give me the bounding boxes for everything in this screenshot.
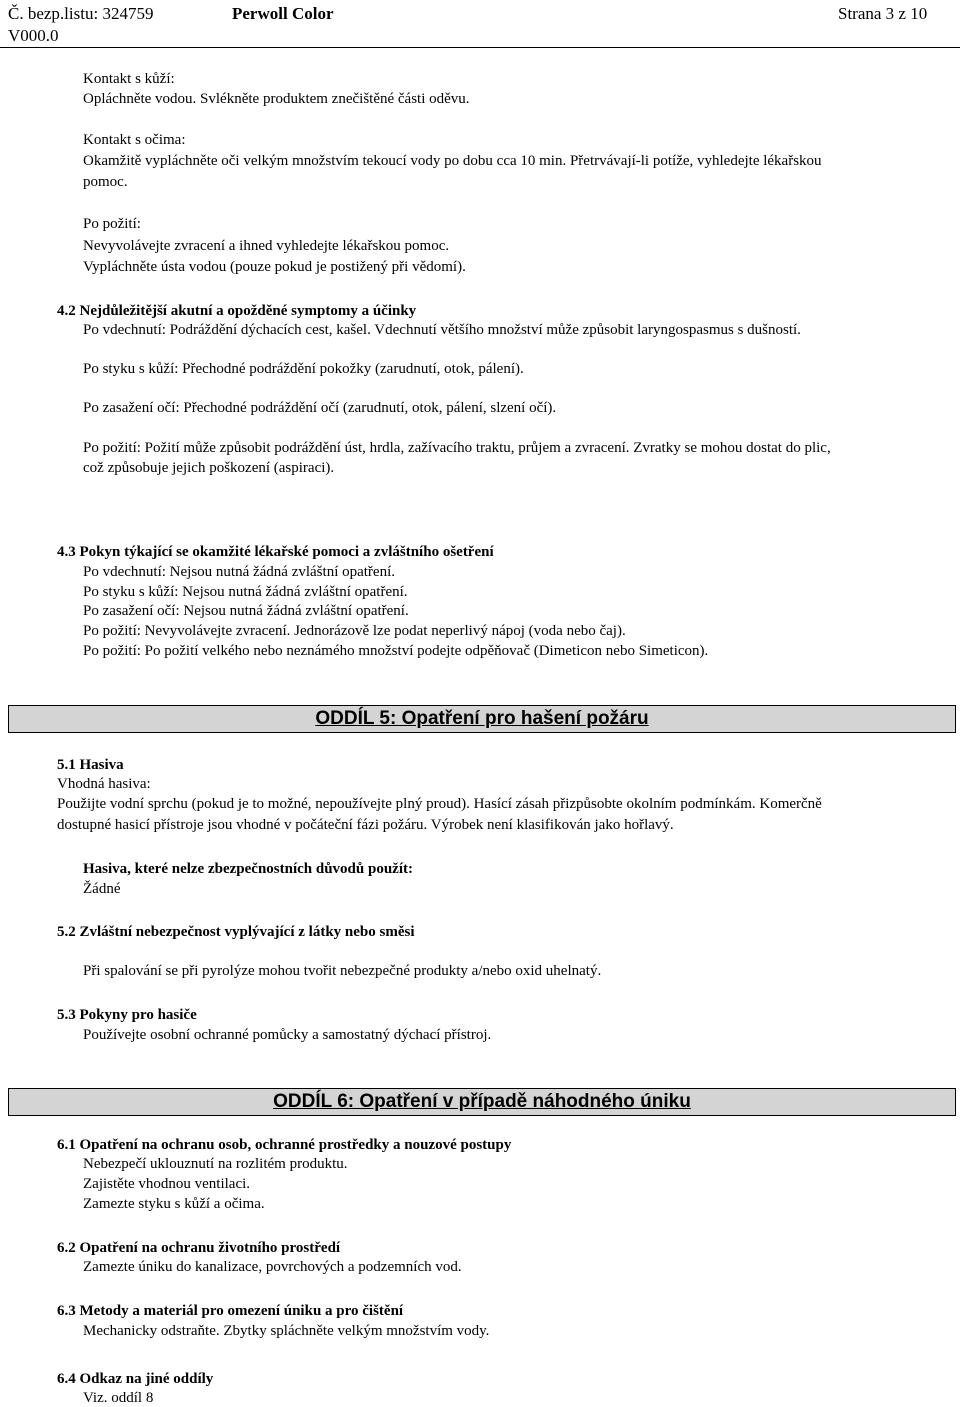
symptom-skin: Po styku s kůží: Přechodné podráždění pokožky (zarudnutí, otok, pálení). bbox=[83, 361, 524, 377]
ingestion-text: Nevyvolávejte zvracení a ihned vyhledejte lékařskou pomoc. bbox=[83, 238, 450, 254]
section-5-banner bbox=[8, 705, 956, 733]
product-name: Perwoll Color bbox=[232, 4, 334, 23]
suitable-media-text: Použijte vodní sprchu (pokud je to možné, nepoužívejte plný proud). Hasící zásah přizpůsobte okolním podmínkám. Komerčně bbox=[57, 796, 822, 812]
section-6-2-text: Zamezte úniku do kanalizace, povrchových a podzemních vod. bbox=[83, 1259, 462, 1275]
page-number: Strana 3 z 10 bbox=[838, 4, 928, 23]
section-6-3-text: Mechanicky odstraňte. Zbytky spláchněte velkým množstvím vody. bbox=[83, 1323, 490, 1339]
section-6-3-heading: 6.3 Metody a materiál pro omezení úniku a pro čištění bbox=[57, 1303, 404, 1319]
section-6-1-heading: 6.1 Opatření na ochranu osob, ochranné prostředky a nouzové postupy bbox=[57, 1137, 512, 1153]
section-5-3-text: Používejte osobní ochranné pomůcky a samostatný dýchací přístroj. bbox=[83, 1027, 492, 1043]
section-5-2-text: Při spalování se při pyrolýze mohou tvořit nebezpečné produkty a/nebo oxid uhelnatý. bbox=[83, 963, 602, 979]
version: V000.0 bbox=[8, 26, 59, 45]
section-4-2-heading: 4.2 Nejdůležitější akutní a opožděné symptomy a účinky bbox=[57, 303, 417, 319]
unsuitable-media-heading: Hasiva, které nelze zbezpečnostních důvodů použít: bbox=[83, 861, 413, 877]
suitable-media-label: Vhodná hasiva: bbox=[57, 776, 151, 792]
section-4-3-heading: 4.3 Pokyn týkající se okamžité lékařské pomoci a zvláštního ošetření bbox=[57, 544, 494, 560]
section-6-1-line-1: Nebezpečí uklouznutí na rozlitém produktu. bbox=[83, 1156, 348, 1172]
symptom-ingestion-cont: což způsobuje jejich poškození (aspiraci). bbox=[83, 460, 335, 476]
section-6-title: ODDÍL 6: Opatření v případě náhodného úniku bbox=[273, 1091, 691, 1112]
doc-number: Č. bezp.listu: 324759 bbox=[8, 4, 154, 23]
symptom-inhalation: Po vdechnutí: Podráždění dýchacích cest, kašel. Vdechnutí většího množství může způsobit laryngospasmus s dušností. bbox=[83, 322, 801, 338]
ingestion-label: Po požití: bbox=[83, 216, 141, 232]
treatment-inhalation: Po vdechnutí: Nejsou nutná žádná zvláštní opatření. bbox=[83, 564, 396, 580]
section-6-4-text: Viz. oddíl 8 bbox=[83, 1390, 154, 1406]
section-6-2-heading: 6.2 Opatření na ochranu životního prostředí bbox=[57, 1240, 341, 1256]
treatment-eyes: Po zasažení očí: Nejsou nutná žádná zvláštní opatření. bbox=[83, 603, 409, 619]
skin-contact-text: Opláchněte vodou. Svlékněte produktem znečištěné části oděvu. bbox=[83, 91, 470, 107]
unsuitable-media-text: Žádné bbox=[83, 881, 121, 897]
section-6-banner bbox=[8, 1088, 956, 1116]
treatment-ingestion-large: Po požití: Po požití velkého nebo neznámého množství podejte odpěňovač (Dimeticon nebo Simeticon). bbox=[83, 643, 709, 659]
section-5-3-heading: 5.3 Pokyny pro hasiče bbox=[57, 1007, 197, 1023]
header-divider bbox=[0, 47, 960, 48]
section-5-2-heading: 5.2 Zvláštní nebezpečnost vyplývající z látky nebo směsi bbox=[57, 924, 415, 940]
section-6-4-heading: 6.4 Odkaz na jiné oddíly bbox=[57, 1371, 214, 1387]
eye-contact-label: Kontakt s očima: bbox=[83, 132, 186, 148]
section-6-1-line-3: Zamezte styku s kůží a očima. bbox=[83, 1196, 265, 1212]
section-6-1-line-2: Zajistěte vhodnou ventilaci. bbox=[83, 1176, 251, 1192]
section-5-title: ODDÍL 5: Opatření pro hašení požáru bbox=[315, 708, 649, 729]
symptom-ingestion: Po požití: Požití může způsobit podráždění úst, hrdla, zažívacího traktu, průjem a zvracení. Zvratky se mohou dostat do plic, bbox=[83, 440, 831, 456]
suitable-media-text-cont: dostupné hasicí přístroje jsou vhodné v počáteční fázi požáru. Výrobek není klasifikován jako hořlavý. bbox=[57, 817, 674, 833]
skin-contact-label: Kontakt s kůží: bbox=[83, 71, 175, 87]
treatment-skin: Po styku s kůží: Nejsou nutná žádná zvláštní opatření. bbox=[83, 584, 408, 600]
symptom-eyes: Po zasažení očí: Přechodné podráždění očí (zarudnutí, otok, pálení, slzení očí). bbox=[83, 400, 557, 416]
ingestion-text-cont: Vypláchněte ústa vodou (pouze pokud je postižený při vědomí). bbox=[83, 259, 466, 275]
treatment-ingestion: Po požití: Nevyvolávejte zvracení. Jednorázově lze podat neperlivý nápoj (voda nebo čaj). bbox=[83, 623, 626, 639]
section-5-1-heading: 5.1 Hasiva bbox=[57, 757, 124, 773]
eye-contact-text-cont: pomoc. bbox=[83, 174, 128, 190]
eye-contact-text: Okamžitě vypláchněte oči velkým množstvím tekoucí vody po dobu cca 10 min. Přetrvávají-li potíže, vyhledejte lékařskou bbox=[83, 153, 822, 169]
